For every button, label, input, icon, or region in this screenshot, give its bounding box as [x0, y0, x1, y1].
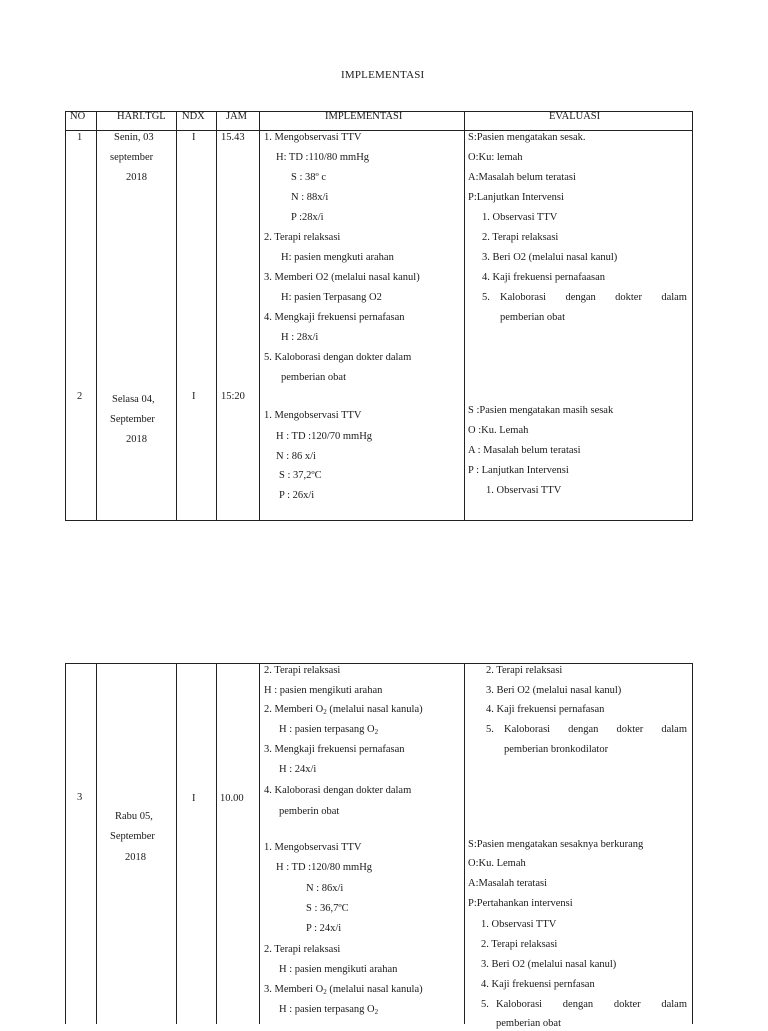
row-date-line: 2018 [126, 434, 147, 445]
row-ndx: I [192, 391, 196, 402]
eval-line-justified [496, 998, 687, 1012]
eval-line-number: 5. [482, 292, 490, 303]
impl-line: 1. Mengobservasi TTV [264, 410, 362, 421]
impl-line: P : 24x/i [306, 923, 342, 934]
impl-line: P : 26x/i [279, 490, 315, 501]
row-ndx: I [192, 793, 196, 804]
eval-line-justified [504, 723, 687, 737]
impl-line: H : TD :120/80 mmHg [276, 862, 373, 873]
eval-line: P:Pertahankan intervensi [468, 898, 573, 909]
eval-word: dengan [565, 292, 596, 303]
eval-line: O:Ku: lemah [468, 152, 523, 163]
eval-line: A:Masalah belum teratasi [468, 172, 576, 183]
impl-line: H : pasien terpasang $O_2$ [279, 724, 379, 736]
row-number: 1 [77, 132, 83, 143]
impl-line: 2. Memberi $O_2$ (melalui nasal kanula) [264, 704, 423, 716]
impl-line: H: pasien Terpasang O2 [281, 292, 382, 303]
header-evaluasi: EVALUASI [549, 111, 601, 122]
eval-line: P : Lanjutkan Intervensi [468, 465, 569, 476]
eval-line: 4. Kaji frekuensi pernfasan [481, 979, 595, 990]
impl-line: H : 24x/i [279, 764, 317, 775]
header-date: HARI.TGL [117, 111, 166, 122]
eval-word: dalam [661, 724, 687, 735]
eval-line: A:Masalah teratasi [468, 878, 548, 889]
eval-line: P:Lanjutkan Intervensi [468, 192, 564, 203]
eval-word: dengan [568, 724, 599, 735]
eval-line: pemberian bronkodilator [504, 744, 609, 755]
impl-line: 5. Kaloborasi dengan dokter dalam [264, 352, 412, 363]
eval-line: pemberian obat [496, 1018, 562, 1029]
impl-line: S : 38º c [291, 172, 327, 183]
impl-line: 4. Kaloborasi dengan dokter dalam [264, 785, 412, 796]
impl-line: pemberin obat [279, 806, 340, 817]
page-title: IMPLEMENTASI [341, 69, 425, 81]
impl-line: S : 37,2ºC [279, 470, 322, 481]
eval-line: 3. Beri O2 (melalui nasal kanul) [482, 252, 618, 263]
row-date-line: Senin, 03 [114, 132, 154, 143]
impl-line: H : pasien mengikuti arahan [279, 964, 398, 975]
impl-line: N : 86x/i [306, 883, 344, 894]
eval-line: 2. Terapi relaksasi [481, 939, 558, 950]
eval-line: S:Pasien mengatakan sesak. [468, 132, 586, 143]
row-date-line: september [110, 152, 154, 163]
row-jam: 15.43 [221, 132, 245, 143]
header-jam: JAM [226, 111, 248, 122]
eval-line: 3. Beri O2 (melalui nasal kanul) [486, 685, 622, 696]
impl-line: N : 88x/i [291, 192, 329, 203]
row-date-line: September [110, 831, 155, 842]
row-date-line: 2018 [126, 172, 147, 183]
row-jam: 15:20 [221, 391, 245, 402]
eval-line-justified [500, 291, 687, 305]
row-number: 3 [77, 792, 83, 803]
eval-word: Kaloborasi [496, 999, 543, 1010]
impl-line: S : 36,7ºC [306, 903, 349, 914]
eval-word: Kaloborasi [500, 292, 547, 303]
impl-line: 2. Terapi relaksasi [264, 944, 341, 955]
row-date-line: September [110, 414, 155, 425]
impl-line: H: pasien mengkuti arahan [281, 252, 394, 263]
header-implementasi: IMPLEMENTASI [325, 111, 403, 122]
impl-line: N : 86 x/i [276, 451, 316, 462]
header-no: NO [70, 111, 86, 122]
row-jam: 10.00 [220, 793, 244, 804]
eval-line: pemberian obat [500, 312, 566, 323]
eval-line: S :Pasien mengatakan masih sesak [468, 405, 614, 416]
eval-line: O:Ku. Lemah [468, 858, 526, 869]
impl-line: 1. Mengobservasi TTV [264, 842, 362, 853]
impl-line: H : pasien terpasang $O_2$ [279, 1004, 379, 1016]
impl-line: 1. Mengobservasi TTV [264, 132, 362, 143]
eval-word: dalam [661, 292, 687, 303]
eval-word: dokter [613, 999, 641, 1010]
impl-line: 3. Memberi $O_2$ (melalui nasal kanula) [264, 984, 423, 996]
eval-line: 4. Kaji frekuensi pernafasan [486, 704, 605, 715]
eval-word: dalam [661, 999, 687, 1010]
row-number: 2 [77, 391, 83, 402]
eval-word: Kaloborasi [504, 724, 551, 735]
eval-line: 1. Observasi TTV [482, 212, 558, 223]
impl-line: 4. Mengkaji frekuensi pernafasan [264, 312, 405, 323]
eval-line: O :Ku. Lemah [468, 425, 529, 436]
eval-word: dokter [616, 724, 644, 735]
row-ndx: I [192, 132, 196, 143]
row-date-line: Rabu 05, [115, 811, 153, 822]
eval-line: A : Masalah belum teratasi [468, 445, 581, 456]
eval-word: dengan [562, 999, 594, 1010]
row-date-line: Selasa 04, [112, 394, 155, 405]
impl-line: 3. Memberi O2 (melalui nasal kanul) [264, 272, 420, 283]
eval-line: 1. Observasi TTV [481, 919, 557, 930]
impl-line: H : pasien mengikuti arahan [264, 685, 383, 696]
eval-line: S:Pasien mengatakan sesaknya berkurang [468, 839, 644, 850]
row-date-line: 2018 [125, 852, 146, 863]
impl-line: pemberian obat [281, 372, 347, 383]
impl-line: 2. Terapi relaksasi [264, 232, 341, 243]
eval-line: 1. Observasi TTV [486, 485, 562, 496]
impl-line: 3. Mengkaji frekuensi pernafasan [264, 744, 405, 755]
impl-line: H: TD :110/80 mmHg [276, 152, 370, 163]
eval-line-number: 5. [481, 999, 489, 1010]
header-ndx: NDX [182, 111, 205, 122]
eval-line: 2. Terapi relaksasi [486, 665, 563, 676]
impl-line: H : 28x/i [281, 332, 319, 343]
impl-line: H : TD :120/70 mmHg [276, 431, 373, 442]
impl-line: P :28x/i [291, 212, 324, 223]
eval-line: 2. Terapi relaksasi [482, 232, 559, 243]
eval-line: 4. Kaji frekuensi pernafaasan [482, 272, 606, 283]
eval-line-number: 5. [486, 724, 494, 735]
eval-line: 3. Beri O2 (melalui nasal kanul) [481, 959, 617, 970]
impl-line: 2. Terapi relaksasi [264, 665, 341, 676]
eval-word: dokter [615, 292, 642, 303]
